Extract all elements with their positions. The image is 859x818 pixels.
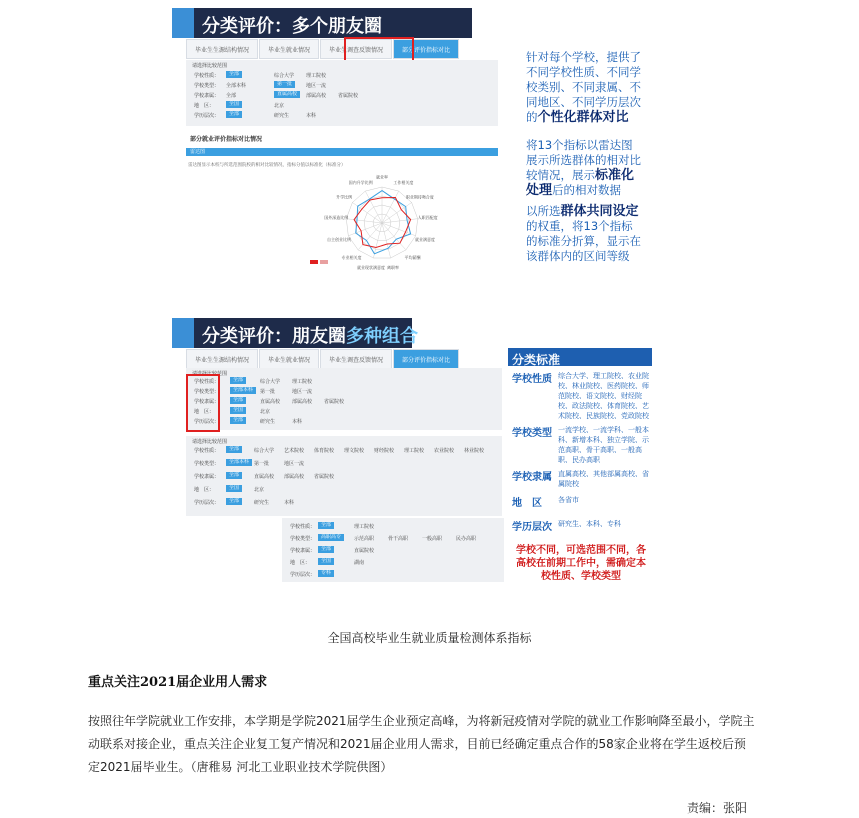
filter-option[interactable]: 直属高校 [254,474,275,480]
filter-row [194,377,494,385]
filter-row [194,407,494,415]
filter-option[interactable]: 体育院校 [314,448,335,454]
filter-chip[interactable]: 全部 [226,71,242,78]
filter-label: 地 区： [194,487,215,493]
filter-chip[interactable]: 全部本科 [226,459,252,466]
filter-option[interactable]: 一般高职 [422,536,443,542]
filter-option[interactable]: 省属院校 [338,93,359,99]
radar-axis-label: 国内升学比例 [348,179,373,185]
filter-chip[interactable]: 全部 [226,111,242,118]
radar-axis-label: 工作相关度 [393,179,414,185]
filter-option[interactable]: 研究生 [274,113,290,119]
filter-option[interactable]: 财经院校 [374,448,395,454]
side-text-emphasis: 标准化处理 [526,168,635,198]
filter-option[interactable]: 第一批 [260,389,276,395]
filter-chip[interactable]: 全部 [230,377,246,384]
filter-option[interactable]: 第一批 [254,461,270,467]
filter-label: 学校类型： [290,536,316,542]
filter-panel-1 [186,368,502,430]
filter-option[interactable]: 北京 [260,409,271,415]
standard-value: 各省市 [558,496,579,504]
filter-label: 学校类型： [194,461,220,467]
title-accent: 多种组合 [346,326,418,347]
filter-option[interactable]: 综合大学 [274,73,295,79]
filter-option[interactable]: 民办高职 [456,536,477,542]
slide2-title [202,322,418,348]
filter-label: 学校隶属： [194,399,220,405]
radar-axis-label: 专业相关度 [341,254,362,260]
radar-axis-label: 就业率 [376,174,388,180]
filter-row [194,446,494,454]
filter-chip[interactable]: 全部 [318,546,334,553]
filter-chip[interactable]: 全部本科 [230,387,256,394]
standard-value: 综合大学、理工院校、农业院校、林业院校、医药院校、师范院校、语文院校、财经院校、政法院校、体育院校、艺术院校、民族院校、党政院校 [558,372,649,420]
section-heading: 重点关注2021届企业用人需求 [88,675,268,690]
tab-survey-feedback[interactable]: 毕业生调查反馈情况 [320,39,392,59]
filter-label: 学历层次： [194,500,220,506]
slide2-tabs [186,349,460,367]
filter-label-highlight [186,374,220,432]
filter-chip[interactable]: 高职高专 [318,534,344,541]
filter-option[interactable]: 省属院校 [314,474,335,480]
side-paragraph-2 [526,138,642,198]
filter-option[interactable]: 林业院校 [464,448,485,454]
standard-value: 一流学校、一流学科、一般本科、新增本科、独立学院、示范高职、骨干高职、一般高职、民办高职 [558,426,649,464]
side-paragraph-1 [526,50,642,125]
filter-chip[interactable]: 第一批 [274,81,295,88]
warning-text: 学校不同，可选范围不同，各高校在前期工作中，需确定本校性质、学校类型 [516,545,646,582]
filter-row [194,485,494,493]
filter-option[interactable]: 综合大学 [254,448,275,454]
filter-row-affiliation [194,91,494,99]
editor-credit: 责编：张阳 [686,801,747,815]
filter-option[interactable]: 综合大学 [260,379,281,385]
tab-employment[interactable]: 毕业生就业情况 [259,39,319,59]
filter-chip[interactable]: 直属高校 [274,91,300,98]
filter-label: 学历层次： [194,113,220,119]
filter-option[interactable]: 省属院校 [324,399,345,405]
filter-option[interactable]: 理工院校 [292,379,313,385]
tab-survey-feedback[interactable]: 毕业生调查反馈情况 [320,349,392,369]
filter-chip[interactable]: 全国 [230,407,246,414]
filter-option[interactable]: 农业院校 [434,448,455,454]
filter-option[interactable]: 研究生 [254,500,270,506]
filter-row [194,397,494,405]
filter-chip[interactable]: 全部 [318,522,334,529]
filter-label: 学历层次： [290,572,316,578]
filter-row-nature [194,71,494,79]
side-text-normal: 后的相对数据 [552,183,622,197]
filter-row [194,472,494,480]
tab-indicator-compare[interactable]: 部分评价指标对比 [393,349,459,369]
filter-option[interactable]: 艺术院校 [284,448,305,454]
filter-label: 地 区： [290,560,311,566]
filter-label: 学校性质： [194,379,220,385]
filter-panel [186,60,498,126]
filter-option[interactable]: 示范高职 [354,536,375,542]
filter-chip[interactable]: 全国 [226,101,242,108]
filter-option[interactable]: 部属高校 [284,474,305,480]
filter-panel-3 [282,518,504,582]
radar-axis-label: 离职率 [387,265,399,271]
filter-label: 学历层次： [194,419,220,425]
radar-bar: 雷达图 [186,148,498,156]
filter-option[interactable]: 本科 [292,419,303,425]
side-text-emphasis: 个性化群体对比 [537,110,629,125]
filter2-title: 请选择比较范围 [192,439,228,445]
filter-option[interactable]: 本科 [306,113,317,119]
standard-value: 直属高校、其他部属高校、省属院校 [558,470,649,488]
radar-axis-label: 平均薪酬 [404,254,421,260]
tab-indicator-compare[interactable]: 部分评价指标对比 [393,39,459,59]
filter-row [194,498,494,506]
filter-option[interactable]: 地区一流 [284,461,305,467]
slide-multiple-circles [172,8,652,276]
filter-option[interactable]: 全部 [226,93,237,99]
tab-source-structure[interactable]: 毕业生生源结构情况 [186,39,258,59]
radar-axis-label: 国外深造比例 [324,215,349,220]
radar-axis-label: 自主创业比例 [327,236,351,242]
filter-title: 请选择比较范围 [192,371,228,377]
filter-label: 学校类型： [194,83,220,89]
filter-label: 学校隶属： [290,548,316,554]
filter-chip[interactable]: 全部 [226,446,242,453]
filter-chip[interactable]: 全部 [226,472,242,479]
filter-option[interactable]: 直属院校 [354,548,375,554]
figure-caption: 全国高校毕业生就业质量检测体系指标 [327,631,532,645]
slide1-title: 分类评价：多个朋友圈 [202,16,382,37]
filter-option[interactable]: 地区一流 [292,389,313,395]
tab-source-structure[interactable]: 毕业生生源结构情况 [186,349,258,369]
standard-key: 学历层次 [512,522,552,533]
standard-value: 研究生、本科、专科 [558,520,621,528]
radar-axis-label: 升学比例 [336,194,353,200]
filter-row [194,417,494,425]
filter-option[interactable]: 北京 [254,487,265,493]
section-title: 部分就业评价指标对比情况 [190,136,263,143]
filter-option[interactable]: 理工院校 [306,73,327,79]
body-paragraph: 按照往年学院就业工作安排，本学期是学院2021届学生企业预定高峰，为将新冠疫情对学院的就业工作影响降至最小，学院主动联系对接企业，重点关注企业复工复产情况和2021届企业用人需求，目前已经确定重点合作的58家企业将在学生返校后预定2021届毕业生。（唐稚易 河北工业职业技术学院供图） [88,714,755,774]
filter-label: 地 区： [194,103,215,109]
filter-option[interactable]: 部属高校 [292,399,313,405]
filter-label: 学校隶属： [194,93,220,99]
radar-axis-label: 就业满意度 [415,236,435,242]
filter-option[interactable]: 北京 [274,103,285,109]
slide2-banner [172,318,418,348]
filter-chip[interactable]: 全部 [230,397,246,404]
tab-employment[interactable]: 毕业生就业情况 [259,349,319,369]
legend-swatch [310,260,318,264]
filter-row-degree [194,111,494,119]
side-text-normal: 将13个指标以雷达图展示所选群体的相对比较情况，展示 [526,138,641,182]
standard-key: 学校性质 [512,374,552,385]
side-paragraph-3 [526,204,642,264]
filter-option[interactable]: 全部本科 [226,83,247,89]
filter-option[interactable]: 理工院校 [354,524,375,530]
standard-key: 地 区 [512,498,542,509]
filter-option[interactable]: 理工院校 [404,448,425,454]
standard-row [512,370,652,420]
side-text-normal: 针对每个学校，提供了不同学校性质、不同学校类别、不同隶属、不同地区、不同学历层次的 [526,50,641,124]
side-text-normal: 的权重，将13个指标的标准分折算，显示在该群体内的区间等级 [526,219,641,263]
filter-chip[interactable]: 全国 [318,558,334,565]
filter-option[interactable]: 骨干高职 [388,536,409,542]
radar-axis [348,223,382,236]
filter-option[interactable]: 直属高校 [260,399,281,405]
filter-option[interactable]: 部属高校 [306,93,327,99]
filter-title: 请选择比较范围 [192,63,228,69]
filter-label: 学校隶属： [194,474,220,480]
filter-option[interactable]: 理文院校 [344,448,365,454]
filter-row-type [194,81,494,89]
filter-label: 学校类型： [194,389,220,395]
standard-key: 学校隶属 [512,472,552,483]
radar-note: 雷达图显示本校与所选范围院校的相对比较情况，指标分值以标准化（标准分） [188,163,346,168]
banner-stripe [172,318,194,348]
standards-title: 分类标准 [512,353,561,367]
side-text-emphasis: 群体共同设定 [560,204,639,219]
filter-row [194,459,494,467]
filter-option[interactable]: 湖南 [354,560,365,566]
filter-label: 学校性质： [194,448,220,454]
radar-axis-label: 人职匹配度 [417,215,438,220]
banner-stripe [172,8,194,38]
title-main: 分类评价：朋友圈 [202,326,346,347]
standard-row [512,424,652,464]
filter-chip[interactable]: 全国 [226,485,242,492]
slide1-banner [172,8,472,38]
legend-swatch [320,260,328,264]
filter-option[interactable]: 本科 [284,500,295,506]
radar-axis-label: 就业现状满意度 [357,265,385,271]
filter-option[interactable]: 地区一流 [306,83,327,89]
filter-panel-2 [186,436,502,516]
filter-chip[interactable]: 全部 [230,417,246,424]
filter-label: 地 区： [194,409,215,415]
filter-chip[interactable]: 专科 [318,570,334,577]
slide-combinations [172,318,652,588]
radar-axis-label: 职业期待吻合度 [405,194,434,200]
side-text-normal: 以所选 [526,204,561,218]
filter-chip[interactable]: 全部 [226,498,242,505]
slide1-tabs [186,39,460,57]
filter-row [194,387,494,395]
standard-key: 学校类型 [512,428,552,439]
filter-row-region [194,101,494,109]
filter-label: 学校性质： [194,73,220,79]
filter-option[interactable]: 研究生 [260,419,276,425]
filter-label: 学校性质： [290,524,316,530]
